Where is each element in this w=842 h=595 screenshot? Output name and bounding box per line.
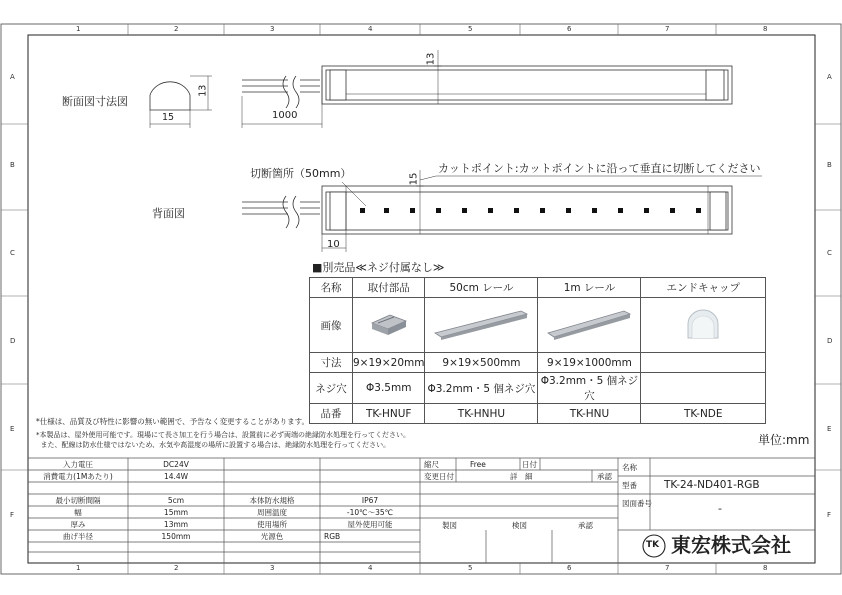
zone-label: 7 — [665, 25, 670, 33]
model-value: TK-24-ND401-RGB — [664, 479, 760, 491]
zone-label: 3 — [270, 25, 275, 33]
options-heading: ■別売品≪ネジ付属なし≫ — [312, 261, 445, 274]
table-cell: 9×19×1000mm — [538, 353, 641, 373]
zone-label: E — [827, 425, 832, 433]
zone-label: 7 — [665, 564, 670, 572]
company-name: 東宏株式会社 — [671, 533, 791, 557]
zone-label: 8 — [763, 25, 768, 33]
table-row — [310, 298, 766, 353]
zone-label: 6 — [567, 25, 572, 33]
spec-value: 15mm — [163, 508, 189, 517]
table-row — [310, 373, 766, 404]
image-rail-1m — [538, 298, 641, 353]
model-label: 型番 — [622, 481, 637, 490]
zone-label: 4 — [368, 564, 373, 572]
table-cell: TK-HNUF — [353, 404, 425, 424]
zone-label: 5 — [468, 564, 473, 572]
table-cell: TK-HNU — [538, 404, 641, 424]
table-cell: Φ3.2mm・5 個ネジ穴 — [538, 373, 641, 404]
table-cell: 9×19×20mm — [353, 353, 425, 373]
zone-label: A — [10, 73, 15, 81]
section-height-dim: 13 — [197, 84, 209, 97]
zone-label: B — [10, 161, 15, 169]
spec-label: 使用場所 — [257, 520, 287, 529]
section-label: 断面図寸法図 — [62, 95, 128, 108]
note-line: *仕様は、品質及び特性に影響の無い範囲で、予告なく変更することがあります。 — [36, 417, 309, 426]
table-row — [310, 353, 766, 373]
back-label: 背面図 — [152, 207, 185, 220]
checked-label: 検図 — [512, 521, 527, 530]
image-rail-50cm — [425, 298, 538, 353]
scale-value: Free — [470, 460, 486, 469]
spec-label: 最小切断間隔 — [55, 496, 101, 505]
zone-label: C — [827, 249, 832, 257]
table-cell: 取付部品 — [353, 278, 425, 298]
zone-label: 6 — [567, 564, 572, 572]
table-cell: 名称 — [310, 278, 353, 298]
back-height-dim: 15 — [408, 172, 420, 186]
table-cell: TK-NDE — [641, 404, 766, 424]
spec-label: 幅 — [74, 508, 82, 517]
back-end-dim: 10 — [327, 239, 340, 250]
drawing-no-value: - — [718, 502, 722, 515]
spec-label: 厚み — [70, 520, 86, 529]
zone-label: 4 — [368, 25, 373, 33]
spec-value: RGB — [324, 532, 341, 541]
table-cell: 9×19×500mm — [425, 353, 538, 373]
spec-label: 周囲温度 — [257, 508, 287, 517]
table-row — [310, 278, 766, 298]
table-cell: TK-HNHU — [425, 404, 538, 424]
table-row — [310, 404, 766, 424]
zone-label: D — [10, 337, 16, 345]
spec-value: 5cm — [167, 496, 185, 505]
zone-label: C — [10, 249, 15, 257]
image-mount-part — [353, 298, 425, 353]
section-width-dim: 15 — [162, 112, 175, 123]
zone-label: E — [10, 425, 15, 433]
spec-value: DC24V — [163, 460, 189, 469]
table-cell: エンドキャップ — [641, 278, 766, 298]
spec-value: IP67 — [361, 496, 379, 505]
zone-label: 8 — [763, 564, 768, 572]
zone-label: 5 — [468, 25, 473, 33]
table-cell: 画像 — [310, 298, 353, 353]
table-cell: Φ3.2mm・5 個ネジ穴 — [425, 373, 538, 404]
table-cell: ネジ穴 — [310, 373, 353, 404]
spec-label: 本体防水規格 — [249, 496, 295, 505]
zone-label: F — [827, 511, 832, 519]
table-cell: Φ3.5mm — [353, 373, 425, 404]
detail-label: 詳 細 — [510, 472, 533, 481]
zone-label: F — [10, 511, 15, 519]
zone-label: 1 — [76, 25, 81, 33]
zone-label: 3 — [270, 564, 275, 572]
spec-label: 光源色 — [260, 532, 284, 541]
spec-label: 曲げ半径 — [63, 532, 93, 541]
table-cell — [641, 373, 766, 404]
spec-value: 150mm — [161, 532, 191, 541]
top-view-strip — [242, 50, 732, 128]
image-end-cap — [641, 298, 766, 353]
drawing-no-label: 図面番号 — [622, 499, 652, 508]
spec-value: -10℃～35℃ — [346, 508, 394, 517]
scale-label: 縮尺 — [424, 460, 439, 469]
top-height-dim: 13 — [425, 52, 437, 66]
zone-label: D — [827, 337, 833, 345]
table-cell — [641, 353, 766, 373]
zone-label: 1 — [76, 564, 81, 572]
unit-label: 単位:mm — [758, 433, 810, 447]
name-label: 名称 — [622, 463, 637, 472]
zone-label: B — [827, 161, 832, 169]
spec-value: 13mm — [163, 520, 189, 529]
date-label: 日付 — [522, 460, 537, 469]
table-cell: 品番 — [310, 404, 353, 424]
approve-label: 承認 — [597, 472, 612, 481]
spec-label: 消費電力(1Mあたり) — [43, 472, 113, 481]
table-cell: 寸法 — [310, 353, 353, 373]
approved-label: 承認 — [578, 521, 593, 530]
cut-label: 切断箇所（50mm） — [250, 167, 352, 180]
zone-label: 2 — [174, 25, 179, 33]
table-cell: 50cm レール — [425, 278, 538, 298]
spec-value: 屋外使用可能 — [347, 520, 393, 529]
spec-label: 入力電圧 — [63, 460, 93, 469]
cut-points — [360, 208, 701, 213]
options-table — [309, 277, 766, 424]
drawn-label: 製図 — [442, 521, 457, 530]
company-logo: TK — [646, 540, 660, 550]
note-line: *本製品は、屋外使用可能です。現場にて長さ加工を行う場合は、設置前に必ず両端の絶縁防水処理を行ってください。 — [36, 431, 410, 439]
spec-value: 14.4W — [163, 472, 189, 481]
length-dim: 1000 — [272, 110, 298, 121]
change-date-label: 変更日付 — [424, 472, 454, 481]
note-line: また、配線は防水仕様ではないため、水気や高湿度の場所に設置する場合は、絶縁防水処理を行ってください。 — [36, 441, 391, 449]
zone-label: 2 — [174, 564, 179, 572]
zone-label: A — [827, 73, 832, 81]
cut-point-label: カットポイント:カットポイントに沿って垂直に切断してください — [438, 162, 761, 175]
table-cell: 1m レール — [538, 278, 641, 298]
